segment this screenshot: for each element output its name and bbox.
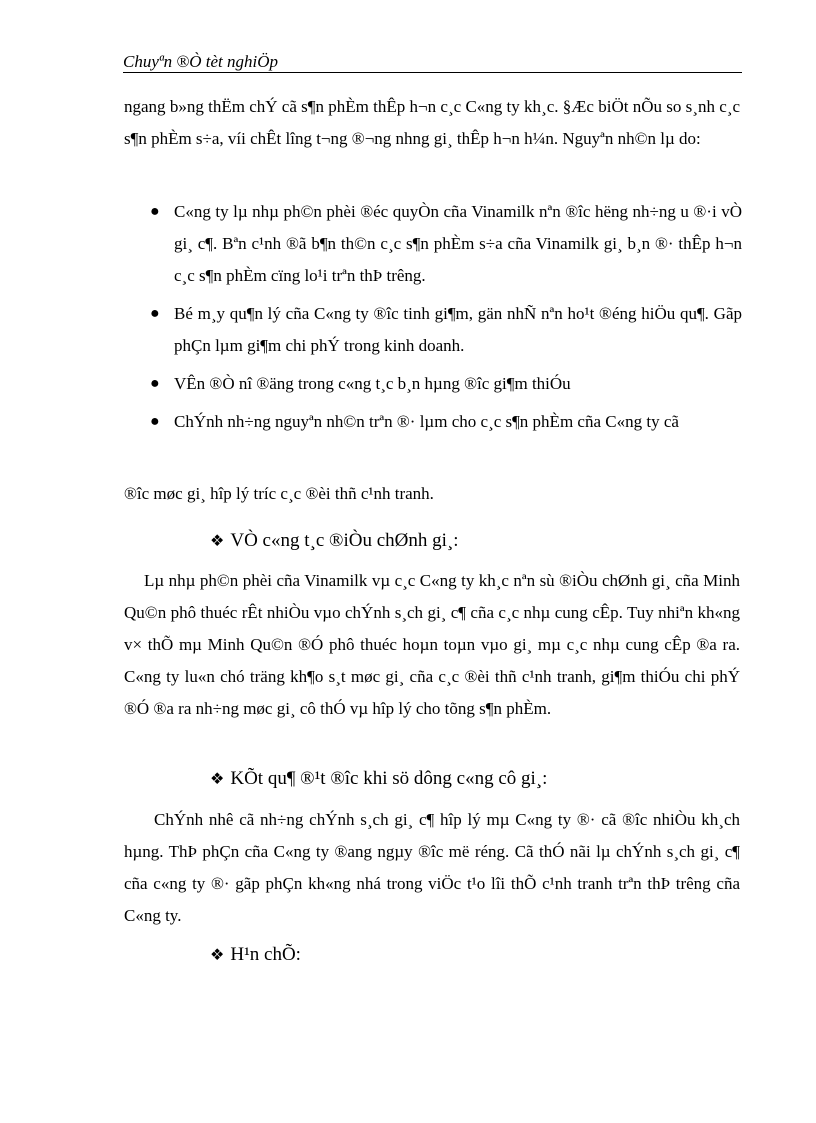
list-item — [150, 196, 742, 292]
bullet-text: C«ng ty lµ nhµ ph©n phèi ®éc quyÒn cña Vinamilk nªn ®îc hëng nh÷ng u ®·i vÒ gi¸ c¶. Bªn c¹nh ®ã b¶n th©n c¸c s¶n phÈm s÷a cña Vinamilk gi¸ b¸n ®· thÊp h¬n c¸c s¶n phÈm cïng lo¹i trªn thÞ trêng. — [174, 202, 742, 285]
list-item — [150, 298, 742, 362]
heading-text: KÕt qu¶ ®¹t ®îc khi sö dông c«ng cô gi¸: — [230, 768, 548, 789]
bullet-text: ChÝnh nh÷ng nguyªn nh©n trªn ®· lµm cho c¸c s¶n phÈm cña C«ng ty cã — [174, 412, 679, 431]
bullet-text: Bé m¸y qu¶n lý cña C«ng ty ®îc tinh gi¶m, gän nhÑ nªn ho¹t ®éng hiÖu qu¶. Gãp phÇn lµm gi¶m chi phÝ trong kinh doanh. — [174, 304, 742, 355]
list-item — [150, 406, 742, 438]
heading-text: H¹n chÕ: — [230, 944, 301, 965]
adjust-paragraph: Lµ nhµ ph©n phèi cña Vinamilk vµ c¸c C«ng ty kh¸c nªn sù ®iÒu chØnh gi¸ cña Minh Qu©n phô thuéc rÊt nhiÒu vµo chÝnh s¸ch gi¸ c¶ cña c¸c nhµ cung cÊp. Tuy nhiªn kh«ng v× thÕ mµ Minh Qu©n ®Ó phô thuéc hoµn toµn vµo gi¸ mµ c¸c nhµ cung cÊp ®a ra. C«ng ty lu«n chó träng kh¶o s¸t møc gi¸ cña c¸c ®èi thñ c¹nh tranh, gi¶m thiÓu chi phÝ ®Ó ®a ra nh÷ng møc gi¸ cô thÓ vµ hîp lý cho tõng s¶n phÈm. — [124, 571, 740, 718]
intro-paragraph: ngang b»ng thËm chÝ cã s¶n phÈm thÊp h¬n c¸c C«ng ty kh¸c. §Æc biÖt nÕu so s¸nh c¸c s¶n phÈm s÷a, víi chÊt lîng t¬ng ®¬ng nhng gi¸ thÊp h¬n h¼n. Nguyªn nh©n lµ do: — [124, 97, 740, 148]
diamond-bullet-icon: ❖ — [210, 769, 225, 788]
page-header-title: Chuyªn ®Ò tèt nghiÖp — [123, 52, 279, 71]
section-heading-limit — [210, 940, 301, 970]
section-heading-result — [210, 764, 547, 794]
bullet-text: VÊn ®Ò nî ®äng trong c«ng t¸c b¸n hµng ®îc gi¶m thiÓu — [174, 374, 571, 393]
bullet-dot-icon: ● — [150, 203, 160, 220]
bullet-dot-icon: ● — [150, 413, 160, 430]
bullet-dot-icon: ● — [150, 375, 160, 392]
section-heading-adjust — [210, 526, 458, 556]
list-item — [150, 368, 742, 400]
bullet-list — [150, 196, 742, 444]
result-paragraph: ChÝnh nhê cã nh÷ng chÝnh s¸ch gi¸ c¶ hîp lý mµ C«ng ty ®· cã ®îc nhiÒu kh¸ch hµng. ThÞ phÇn cña C«ng ty ®ang ngµy ®îc më réng. Cã thÓ nãi lµ chÝnh s¸ch gi¸ c¶ cña c«ng ty ®· gãp phÇn kh«ng nhá trong viÖc t¹o lîi thÕ c¹nh tranh trªn thÞ trêng cña C«ng ty. — [124, 810, 740, 925]
bullet-continuation: ®îc møc gi¸ hîp lý tríc c¸c ®èi thñ c¹nh tranh. — [124, 484, 434, 503]
diamond-bullet-icon: ❖ — [210, 531, 225, 550]
heading-text: VÒ c«ng t¸c ®iÒu chØnh gi¸: — [230, 530, 459, 551]
bullet-dot-icon: ● — [150, 305, 160, 322]
header-divider — [123, 72, 742, 73]
diamond-bullet-icon: ❖ — [210, 945, 225, 964]
